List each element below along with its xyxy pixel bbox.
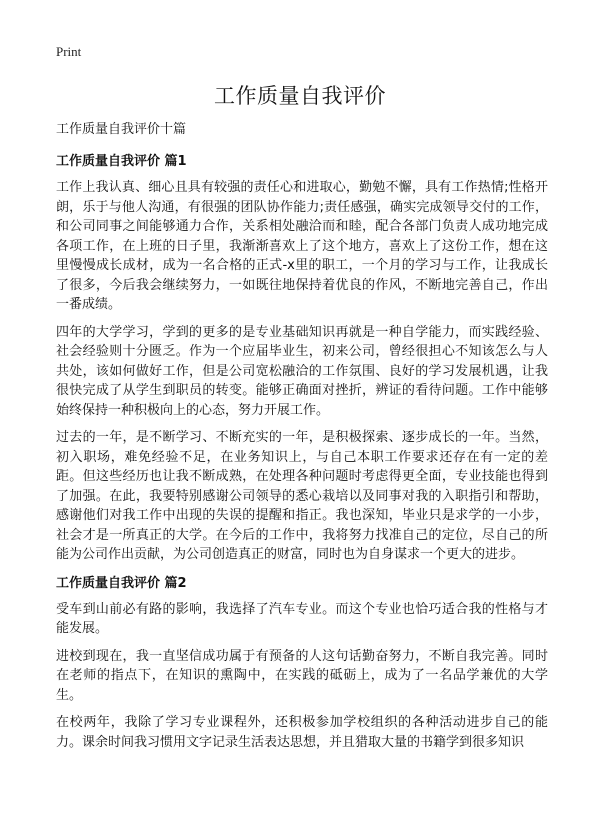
paragraph: 过去的一年，是不断学习、不断充实的一年，是积极探索、逐步成长的一年。当然，初入职场，难免经验不足，在业务知识上，与自己本职工作要求还存在有一定的差距。但这些经历也让我不断成熟，在处理各种问题时考虑得更全面，专业技能也得到了加强。在此，我要特别感谢公司领导的悉心栽培以及同事对我的入职指引和帮助，感谢他们对我工作中出现的失误的提醒和指正。我也深知，毕业只是求学的一小步，社会才是一所真正的大学。在今后的工作中，我将努力找准自己的定位，尽自己的所能为公司作出贡献，为公司创造真正的财富，同时也为自身谋求一个更大的进步。 (56, 430, 548, 562)
page-title: 工作质量自我评价 (214, 84, 386, 108)
paragraph: 四年的大学学习，学到的更多的是专业基础知识再就是一种自学能力，而实践经验、社会经验则十分匮乏。作为一个应届毕业生，初来公司，曾经很担心不知该怎么与人共处，该如何做好工作，但是公司宽松融洽的工作氛围、良好的学习发展机遇，让我很快完成了从学生到职员的转变。能够正确面对挫折，辨证的看待问题。工作中能够始终保持一种积极向上的心态，努力开展工作。 (56, 324, 548, 418)
document-body (56, 119, 548, 760)
paragraph: 进校到现在，我一直坚信成功属于有预备的人这句话勤奋努力，不断自我完善。同时在老师的指点下，在知识的熏陶中，在实践的砥砺上，成为了一名品学兼优的大学生。 (56, 648, 548, 703)
paragraph: 工作上我认真、细心且具有较强的责任心和进取心，勤勉不懈，具有工作热情;性格开朗，乐于与他人沟通，有很强的团队协作能力;责任感强，确实完成领导交付的工作，和公司同事之间能够通力合作，关系相处融洽而和睦，配合各部门负责人成功地完成各项工作，在上班的日子里，我渐渐喜欢上了这个地方，喜欢上了这份工作，想在这里慢慢成长成材，成为一名合格的正式-x里的职工，一个月的学习与工作，让我成长了很多，今后我会继续努力，一如既往地保持着优良的作风，不断地完善自己，作出一番成绩。 (56, 180, 548, 312)
paragraph: 在校两年，我除了学习专业课程外，还积极参加学校组织的各种活动进步自己的能力。课余时间我习惯用文字记录生活表达思想，并且猎取大量的书籍学到很多知识 (56, 715, 548, 750)
section-heading-1: 工作质量自我评价 篇1 (56, 154, 187, 169)
document-subtitle: 工作质量自我评价十篇 (56, 122, 187, 137)
print-link[interactable]: Print (56, 44, 82, 59)
paragraph: 受车到山前必有路的影响，我选择了汽车专业。而这个专业也恰巧适合我的性格与才能发展。 (56, 601, 548, 636)
section-heading-2: 工作质量自我评价 篇2 (56, 575, 187, 591)
